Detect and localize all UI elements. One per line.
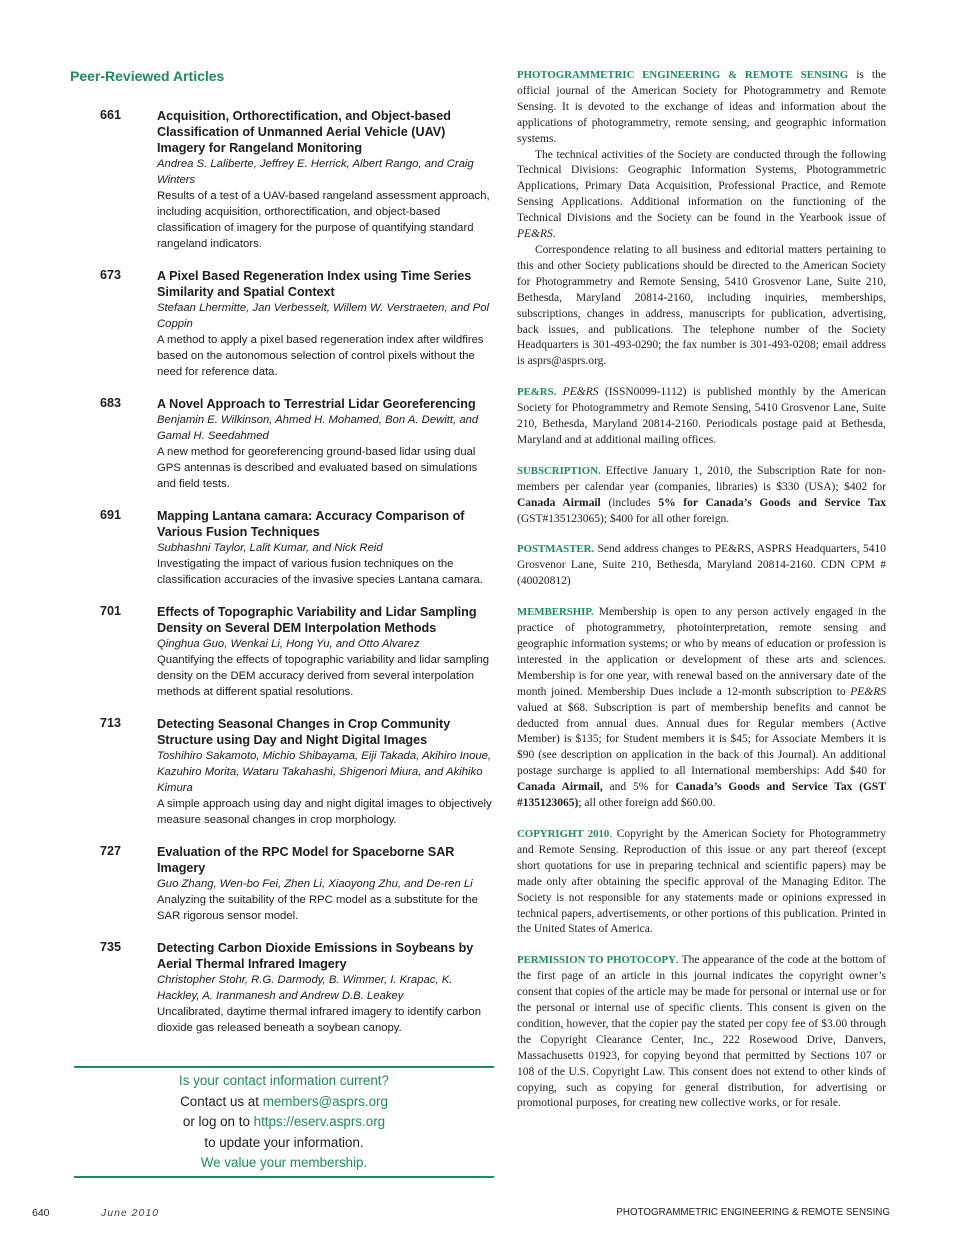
copyright-paragraph [517,827,886,938]
article-title[interactable]: Evaluation of the RPC Model for Spaceborne SAR Imagery [157,845,455,875]
article-entry [70,396,492,492]
permission-block [517,953,886,1112]
article-authors: Guo Zhang, Wen-bo Fei, Zhen Li, Xiaoyong Zhu, and De-ren Li [157,878,473,890]
contact-email-link[interactable]: members@asprs.org [262,1093,388,1109]
footer-page-number: 640 [32,1207,50,1219]
postmaster-text: Send address changes to PE&RS, ASPRS Headquarters, 5410 Grosvenor Lane, Suite 210, Bethesda, Maryland 20814-2160. CDN CPM #(40020812) [517,543,886,588]
technical-text-ital: PE&RS [517,228,553,241]
permission-text: . The appearance of the code at the bottom of the first page of an article in this journal indicates the copyright owner’s consent that copies of the article may be made for personal or internal use or for the personal or internal use of specific clients. This consent is given on the condition, however, that the copier pay the stated per copy fee of $3.00 through the Copyright Clearance Center, Inc., 222 Rosewood Drive, Danvers, Massachusetts 01923, for copying beyond that permitted by Sections 107 or 108 of the U.S. Copyright Law. This consent does not extend to other kinds of copying, such as copying for general distribution, for advertising or promotional purposes, for creating new collective works, or for resale. [517,954,886,1110]
postmaster-paragraph [517,542,886,590]
subscription-text-a: Effective January 1, 2010, the Subscription Rate for non-members per calendar year (companies, libraries) is $330 (USA); $402 for [517,464,886,493]
callout-contact-line [74,1092,494,1113]
technical-text-a: The technical activities of the Society are conducted through the following Technical Divisions: Geographic Information Systems, Photogrammetric Applications, Primary Data Acquisition, Professional Practice, and Remote Sensing Applications. Additional information on the functioning of the Technical Divisions and the Society can be found in the Yearbook issue of [517,148,886,225]
article-page-number: 683 [100,396,122,410]
article-summary: Results of a test of a UAV-based rangeland assessment approach, including acquisition, orthorectification, and object-based classification of imagery for the purpose of quantifying standard rangeland indicators. [157,190,490,250]
copyright-lead: COPYRIGHT 2010 [517,827,610,840]
article-summary: A simple approach using day and night digital images to objectively measure seasonal changes in crop morphology. [157,798,492,826]
article-authors: Toshihiro Sakamoto, Michio Shibayama, Eiji Takada, Akihiro Inoue, Kazuhiro Morita, Wataru Takahashi, Shigenori Miura, and Akihiko Kimura [157,750,492,794]
article-entry [70,940,492,1036]
membership-lead: MEMBERSHIP. [517,606,594,619]
correspondence-paragraph: Correspondence relating to all business and editorial matters pertaining to this and other Society publications should be directed to the American Society for Photogrammetry and Remote Sensing, 5410 Grosvenor Lane, Suite 210, Bethesda, Maryland 20814-2160, including inquiries, memberships, subscriptions, changes in address, manuscripts for publication, advertising, back issues, and publications. The telephone number of the Society Headquarters is 301-493-0290; the fax number is 301-493-0208; email address is asprs@asprs.org. [517,243,886,368]
subscription-lead: SUBSCRIPTION. [517,464,601,477]
callout-login-line [74,1112,494,1133]
intro-block [517,68,886,370]
table-of-contents [70,68,492,1052]
membership-text-c: and 5% for [602,781,676,794]
subscription-paragraph [517,464,886,528]
page-footer [0,1207,960,1223]
article-title[interactable]: Detecting Carbon Dioxide Emissions in Soybeans by Aerial Thermal Infrared Imagery [157,941,474,971]
technical-text-b: . [552,228,556,241]
article-page-number: 661 [100,108,122,122]
article-page-number: 727 [100,844,122,858]
callout-login-prefix: or log on to [182,1114,254,1129]
copyright-text: . Copyright by the American Society for Photogrammetry and Remote Sensing. Reproduction of this issue or any part thereof (except short quotations for use in preparing technical and scientific papers) may be made only after obtaining the specific approval of the Managing Editor. The Society is not responsible for any statements made or opinions expressed in technical papers, advertisements, or other portions of this publication. Printed in the United States of America. [517,827,886,936]
intro-paragraph [517,68,886,148]
eserv-url-link[interactable]: https://eserv.asprs.org [253,1114,386,1129]
membership-paragraph [517,605,886,812]
postmaster-block [517,542,886,590]
article-title[interactable]: Acquisition, Orthorectification, and Object-based Classification of Unmanned Aerial Vehicle (UAV) Imagery for Rangeland Monitoring [157,109,451,155]
membership-bold-1: Canada Airmail, [517,781,603,794]
membership-block [517,605,886,812]
pers-text: (ISSN0099-1112) is published monthly by the American Society for Photogrammetry and Remote Sensing, 5410 Grosvenor Lane, Suite 210, Bethesda, Maryland 20814-2160. Periodicals postage paid at Bethesda, Maryland and at additional mailing offices. [517,386,886,446]
article-authors: Subhashni Taylor, Lalit Kumar, and Nick Reid [157,542,383,554]
article-title[interactable]: A Novel Approach to Terrestrial Lidar Georeferencing [157,397,476,411]
article-title[interactable]: Detecting Seasonal Changes in Crop Community Structure using Day and Night Digital Images [157,717,451,747]
subscription-bold-1: Canada Airmail [517,496,601,509]
article-entry [70,716,492,828]
technical-paragraph [517,148,886,243]
permission-paragraph [517,953,886,1112]
article-title[interactable]: A Pixel Based Regeneration Index using Time Series Similarity and Spatial Context [157,269,472,299]
footer-date: June 2010 [101,1207,160,1219]
membership-text-d: ; all other foreign add $60.00. [578,797,716,810]
article-page-number: 713 [100,716,122,730]
section-heading: Peer-Reviewed Articles [70,68,225,84]
journal-info-column [517,68,886,1127]
membership-ital: PE&RS [850,685,886,698]
postmaster-lead: POSTMASTER. [517,543,595,556]
pers-lead: PE&RS. [517,386,557,399]
article-summary: Investigating the impact of various fusion techniques on the classification accuracies of the invasive species Lantana camara. [157,558,483,586]
article-entry [70,844,492,924]
article-page-number: 735 [100,940,122,954]
pers-block [517,385,886,449]
article-entry [70,268,492,380]
article-authors: Benjamin E. Wilkinson, Ahmed H. Mohamed, Bon A. Dewitt, and Gamal H. Seedahmed [157,414,479,442]
article-page-number: 673 [100,268,122,282]
article-summary: A new method for georeferencing ground-based lidar using dual GPS antennas is described and evaluated based on simulations and field tests. [157,446,478,490]
subscription-block [517,464,886,528]
callout-thanks: We value your membership. [200,1155,368,1170]
article-summary: Uncalibrated, daytime thermal infrared imagery to identify carbon dioxide gas released beneath a soybean canopy. [157,1006,481,1034]
article-page-number: 691 [100,508,122,522]
pers-paragraph [517,385,886,449]
membership-text-b: valued at $68. Subscription is part of membership benefits and cannot be deducted from annual dues. Annual dues for Regular members (Active Member) is $135; for Student members it is $45; for Associate Members it is $90 (see description on application in the back of this Journal). An additional postage surcharge is applied to all International memberships: Add $40 for [517,701,886,778]
article-authors: Stefaan Lhermitte, Jan Verbesselt, Willem W. Verstraeten, and Pol Coppin [157,302,490,330]
membership-callout [74,1066,494,1178]
footer-journal-title: PHOTOGRAMMETRIC ENGINEERING & REMOTE SENSING [616,1207,890,1218]
callout-contact-prefix: Contact us at [180,1093,263,1109]
subscription-text-b: (includes [600,496,659,509]
permission-lead: PERMISSION TO PHOTOCOPY [517,954,676,967]
article-entry [70,108,492,252]
callout-update-line: to update your information. [204,1134,364,1150]
intro-lead: PHOTOGRAMMETRIC ENGINEERING & REMOTE SENSING [517,69,849,81]
article-title[interactable]: Mapping Lantana camara: Accuracy Comparison of Various Fusion Techniques [157,509,465,539]
article-page-number: 701 [100,604,122,618]
intro-text: is the official journal of the American Society for Photogrammetry and Remote Sensing. It is devoted to the exchange of ideas and information about the applications of photogrammetry, remote sensing, and geographic information systems. [517,69,886,145]
callout-question: Is your contact information current? [179,1073,389,1088]
pers-ital: PE&RS [562,386,599,399]
membership-text-a: Membership is open to any person actively engaged in the practice of photogrammetry, photointerpretation, remote sensing and geographic information systems; or who by means of education or profession is interested in the application or development of these arts and sciences. Membership is for one year, with renewal based on the anniversary date of the month joined. Membership Dues include a 12-month subscription to [517,606,886,698]
article-entry [70,604,492,700]
article-authors: Christopher Stohr, R.G. Darmody, B. Wimmer, I. Krapac, K. Hackley, A. Iranmanesh and Andrew D.B. Leakey [157,974,453,1002]
copyright-block [517,827,886,938]
article-authors: Qinghua Guo, Wenkai Li, Hong Yu, and Otto Alvarez [157,638,420,650]
article-summary: Quantifying the effects of topographic variability and lidar sampling density on the DEM accuracy derived from several interpolation methods at different spatial resolutions. [157,654,489,698]
subscription-bold-2: 5% for Canada’s Goods and Service Tax [658,496,886,509]
subscription-text-c: (GST#135123065); $400 for all other foreign. [517,512,730,525]
article-summary: A method to apply a pixel based regeneration index after wildfires based on the autonomous selection of control pixels without the need for reference data. [157,334,484,378]
membership-bold-2: Canada’s Goods and Service Tax (GST #135123065) [517,781,887,810]
article-summary: Analyzing the suitability of the RPC model as a substitute for the SAR rigorous sensor model. [157,894,478,922]
article-authors: Andrea S. Laliberte, Jeffrey E. Herrick, Albert Rango, and Craig Winters [157,158,474,186]
article-title[interactable]: Effects of Topographic Variability and Lidar Sampling Density on Several DEM Interpolation Methods [157,605,477,635]
article-entry [70,508,492,588]
